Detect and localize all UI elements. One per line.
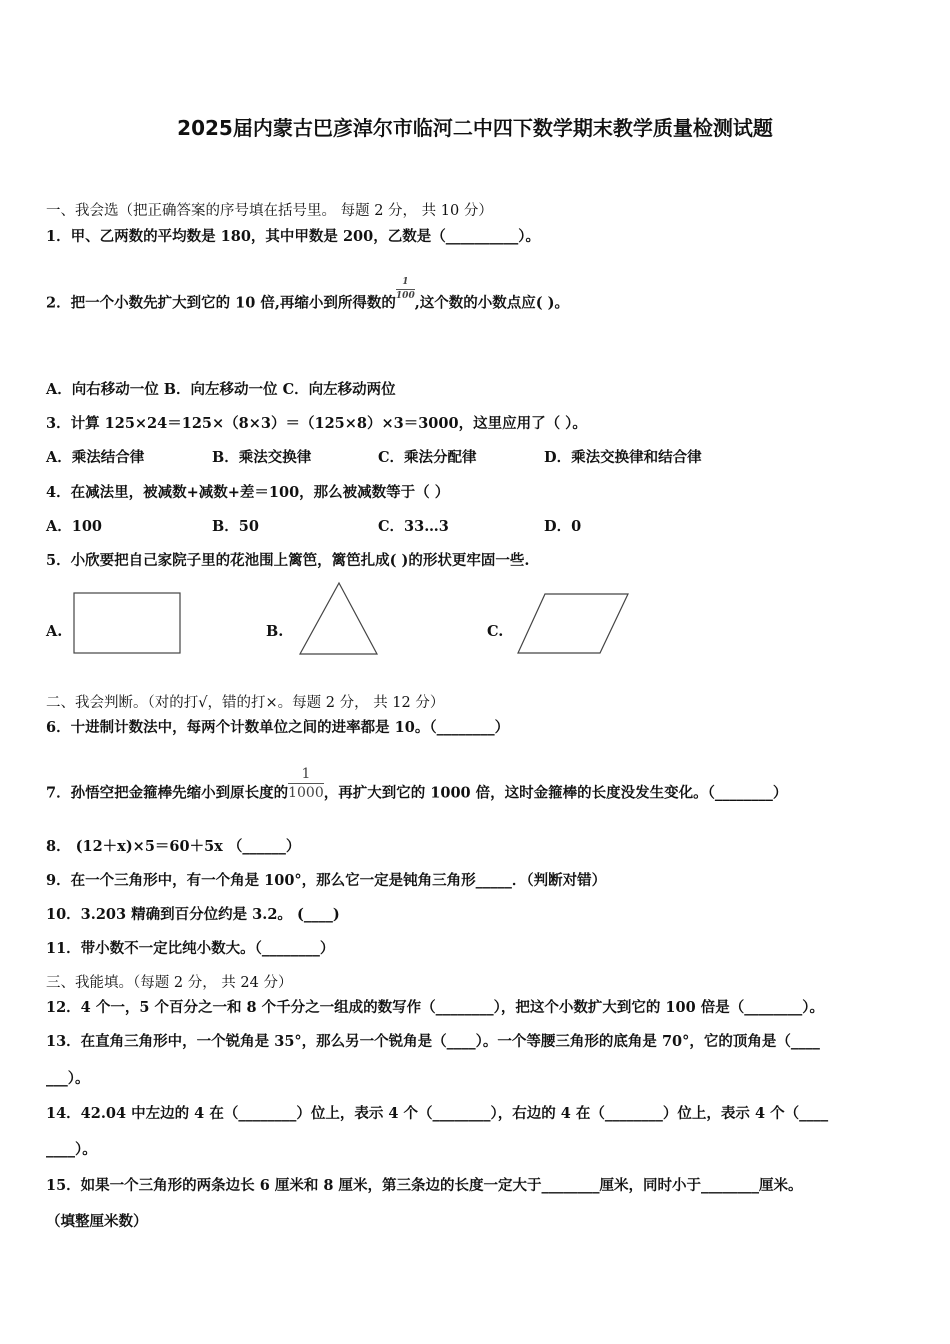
fraction-denominator: 100 <box>395 291 415 301</box>
question-1: 1．甲、乙两数的平均数是 180，其中甲数是 200，乙数是（__________）。 <box>46 228 540 245</box>
option-b: B．50 <box>212 518 259 535</box>
question-2-text-before: 2．把一个小数先扩大到它的 10 倍,再缩小到所得数的 <box>46 294 396 312</box>
option-c: C．乘法分配律 <box>378 449 477 466</box>
fraction-one-hundredth <box>396 278 415 301</box>
question-11: 11．带小数不一定比纯小数大。（________） <box>46 940 335 957</box>
question-3-options <box>46 448 702 468</box>
question-7 <box>46 766 788 810</box>
option-a: A．100 <box>46 518 103 535</box>
parallelogram-shape <box>517 592 631 656</box>
section-2-header: 二、我会判断。（对的打√，错的打×。每题 2 分， 共 12 分） <box>46 695 445 711</box>
fraction-numerator: 1 <box>396 278 415 290</box>
option-c: C．33…3 <box>378 518 449 535</box>
question-12: 12．4 个一，5 个百分之一和 8 个千分之一组成的数写作（________），把这个小数扩大到它的 100 倍是（________）。 <box>46 999 824 1016</box>
question-2-text-after: ,这个数的小数点应( )。 <box>414 294 570 312</box>
fraction-one-thousandth <box>288 767 324 800</box>
option-a: A．乘法结合律 <box>46 449 145 466</box>
fraction-denominator: 1000 <box>288 785 324 801</box>
shape-label-b: B. <box>266 623 284 640</box>
shape-label-c: C. <box>487 623 504 640</box>
question-3: 3．计算 125×24＝125×（8×3）＝（125×8）×3＝3000，这里应用了（ ）。 <box>46 415 587 432</box>
question-5: 5．小欣要把自己家院子里的花池围上篱笆，篱笆扎成( )的形状更牢固一些. <box>46 552 530 569</box>
question-7-text-after: ，再扩大到它的 1000 倍，这时金箍棒的长度没发生变化。（________） <box>323 784 788 802</box>
question-7-text-before: 7．孙悟空把金箍棒先缩小到原长度的 <box>46 784 289 802</box>
question-2-options: A．向右移动一位 B．向左移动一位 C．向左移动两位 <box>46 381 396 398</box>
question-10: 10．3.203 精确到百分位约是 3.2。 (____) <box>46 906 340 923</box>
question-14-continued: ____）。 <box>46 1141 97 1158</box>
rectangle-shape <box>73 592 183 656</box>
question-6: 6．十进制计数法中，每两个计数单位之间的进率都是 10。（________） <box>46 719 510 736</box>
question-13-continued: ___）。 <box>46 1070 90 1087</box>
page-title: 2025届内蒙古巴彦淖尔市临河二中四下数学期末教学质量检测试题 <box>177 116 773 140</box>
question-4-options <box>46 517 581 537</box>
option-d: D．乘法交换律和结合律 <box>544 449 702 466</box>
question-4: 4．在减法里，被减数+减数+差＝100，那么被减数等于（ ） <box>46 484 450 501</box>
question-13: 13．在直角三角形中，一个锐角是 35°，那么另一个锐角是（____）。一个等腰三角形的底角是 70°，它的顶角是（____ <box>46 1033 820 1050</box>
option-d: D．0 <box>544 518 582 535</box>
section-3-header: 三、我能填。（每题 2 分， 共 24 分） <box>46 975 293 991</box>
question-8: 8． (12＋x)×5＝60＋5x （______） <box>46 838 301 855</box>
question-14: 14．42.04 中左边的 4 在（________）位上，表示 4 个（________），右边的 4 在（________）位上，表示 4 个（____ <box>46 1105 829 1122</box>
question-9: 9．在一个三角形中，有一个角是 100°，那么它一定是钝角三角形_____．（判断对错） <box>46 872 607 889</box>
triangle-shape <box>298 581 380 657</box>
question-15: 15．如果一个三角形的两条边长 6 厘米和 8 厘米，第三条边的长度一定大于________厘米，同时小于________厘米。 <box>46 1177 803 1194</box>
question-2 <box>46 277 570 315</box>
question-15-note: （填整厘米数） <box>46 1213 148 1230</box>
shape-label-a: A. <box>46 623 63 640</box>
fraction-numerator: 1 <box>288 767 324 784</box>
option-b: B．乘法交换律 <box>212 449 312 466</box>
section-1-header: 一、我会选（把正确答案的序号填在括号里。 每题 2 分， 共 10 分） <box>46 203 493 219</box>
